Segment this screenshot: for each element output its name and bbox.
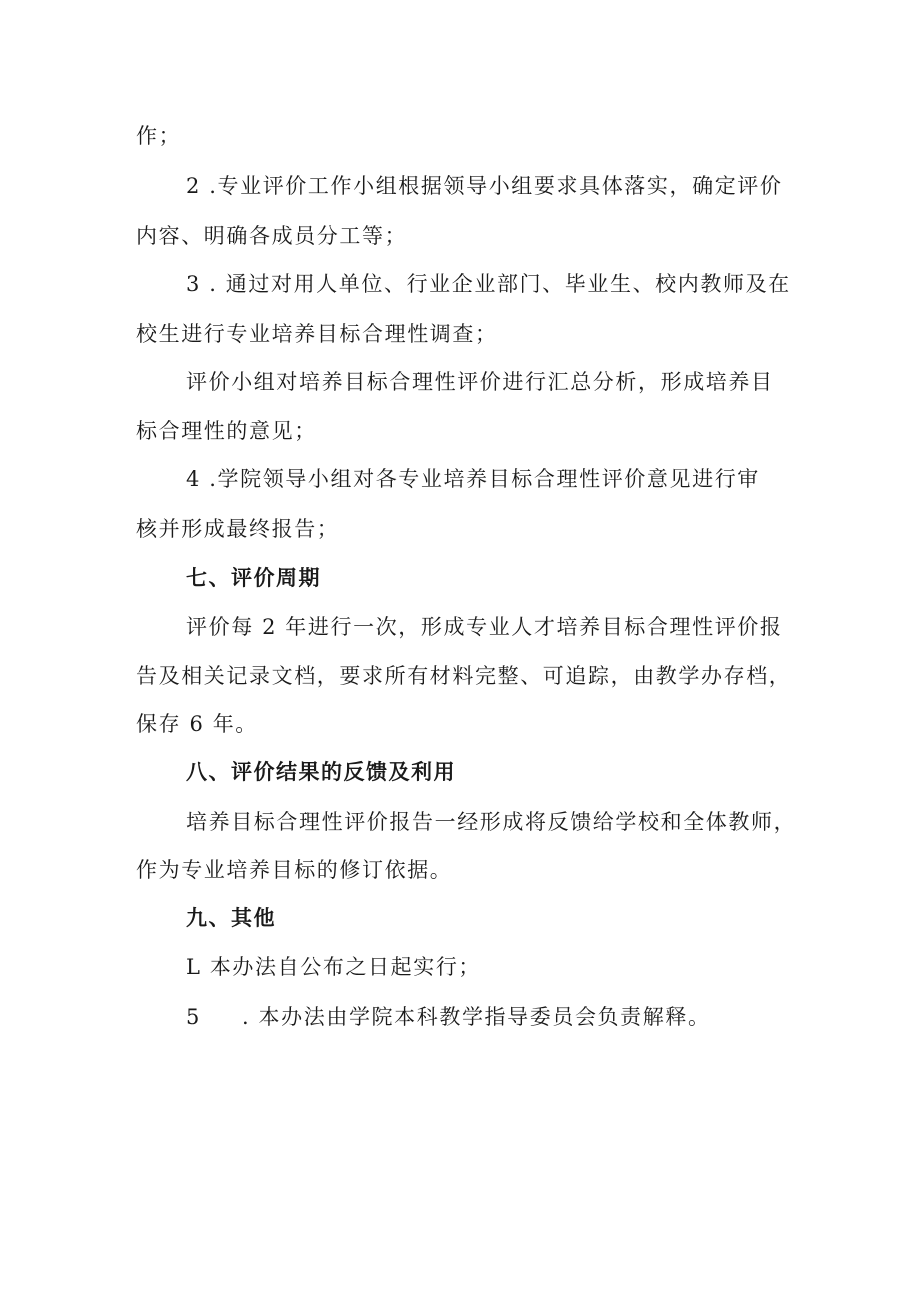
list-item-number: 5 <box>186 1005 201 1029</box>
paragraph-line: 核并形成最终报告； <box>136 517 340 541</box>
section-heading-9: 九、其他 <box>186 906 276 930</box>
paragraph-line: 标合理性的意见； <box>136 419 317 443</box>
list-item: L 本办法自公布之日起实行； <box>186 955 482 979</box>
paragraph-line: 作； <box>136 124 182 148</box>
paragraph-line: 评价每 2 年进行一次，形成专业人才培养目标合理性评价报 <box>186 615 783 639</box>
paragraph-line: 内容、明确各成员分工等； <box>136 224 408 248</box>
section-heading-8: 八、评价结果的反馈及利用 <box>186 760 456 784</box>
section-heading-7: 七、评价周期 <box>186 566 321 590</box>
paragraph-line: 保存 6 年。 <box>136 712 258 736</box>
paragraph-line: 作为专业培养目标的修订依据。 <box>136 858 453 882</box>
paragraph-line: 校生进行专业培养目标合理性调查； <box>136 322 498 346</box>
paragraph-line: 2 .专业评价工作小组根据领导小组要求具体落实，确定评价 <box>186 174 783 198</box>
paragraph-line: 4 .学院领导小组对各专业培养目标合理性评价意见进行审 <box>186 467 760 491</box>
paragraph-line: 评价小组对培养目标合理性评价进行汇总分析，形成培养目 <box>186 370 774 394</box>
paragraph-line: 3 . 通过对用人单位、行业企业部门、毕业生、校内教师及在 <box>186 272 791 296</box>
list-item: . 本办法由学院本科教学指导委员会负责解释。 <box>242 1005 711 1029</box>
paragraph-line: 培养目标合理性评价报告一经形成将反馈给学校和全体教师， <box>186 810 797 834</box>
paragraph-line: 告及相关记录文档，要求所有材料完整、可追踪，由教学办存档， <box>136 664 792 688</box>
